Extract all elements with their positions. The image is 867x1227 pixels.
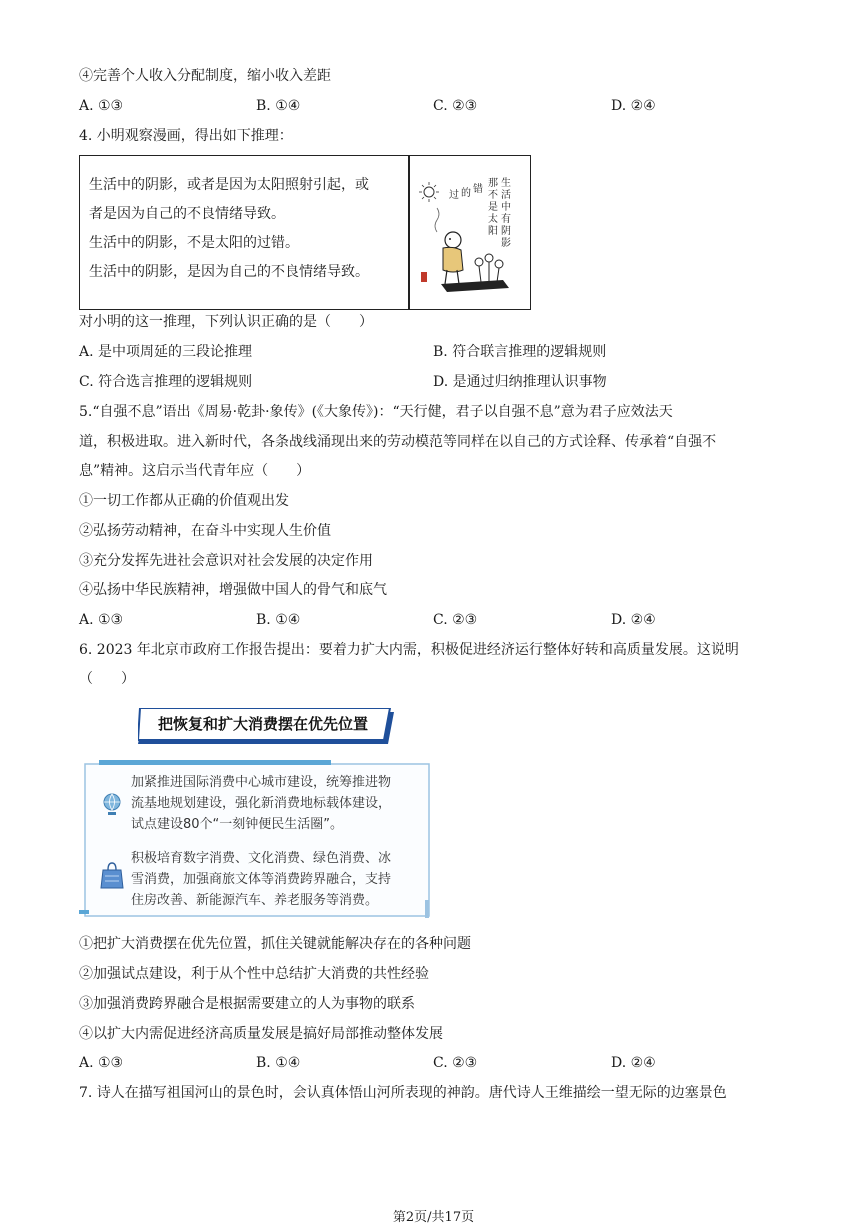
- q4-option-c[interactable]: C. 符合选言推理的逻辑规则: [79, 374, 253, 390]
- q6-banner: [138, 708, 396, 744]
- info-para2-line2: 雪消费，加强商旅文体等消费跨界融合，支持: [131, 872, 392, 887]
- q5-statement-4: ④弘扬中华民族精神，增强做中国人的骨气和底气: [79, 582, 387, 598]
- reasoning-line-4: 生活中的阴影，是因为自己的不良情绪导致。: [89, 264, 369, 280]
- q6-statement-2: ②加强试点建设，利于从个性中总结扩大消费的共性经验: [79, 966, 429, 982]
- q6-info-panel: [79, 760, 435, 920]
- cartoon-image: [413, 162, 525, 302]
- option-d[interactable]: D. ②④: [611, 98, 656, 114]
- q5-stem-line-2: 道，积极进取。进入新时代，各条战线涌现出来的劳动模范等同样在以自己的方式诠释、传承着“自强不: [79, 434, 717, 450]
- q5-option-d[interactable]: D. ②④: [611, 612, 656, 628]
- page-footer: 第2页/共17页: [392, 1210, 475, 1225]
- q6-option-d[interactable]: D. ②④: [611, 1055, 656, 1071]
- reasoning-line-1: 生活中的阴影，或者是因为太阳照射引起，或: [89, 177, 369, 193]
- q5-option-b[interactable]: B. ①④: [256, 612, 301, 628]
- svg-text:生活中有阴影 那不是太阳 的错过: 生活中有阴影 那不是太阳 的 错过: [449, 178, 511, 249]
- shopping-bag-icon: [99, 860, 125, 890]
- q5-option-a[interactable]: A. ①③: [79, 612, 124, 628]
- q6-stem-line-2: （ ）: [79, 671, 135, 687]
- q4-comic-table: [79, 155, 531, 310]
- table-divider: [408, 156, 410, 309]
- line-income: ④完善个人收入分配制度，缩小收入差距: [79, 68, 331, 84]
- reasoning-line-3: 生活中的阴影，不是太阳的过错。: [89, 235, 299, 251]
- q4-stem: 4. 小明观察漫画，得出如下推理：: [79, 128, 293, 144]
- q5-option-c[interactable]: C. ②③: [433, 612, 478, 628]
- info-para1-line3: 试点建设80个“一刻钟便民生活圈”。: [131, 817, 344, 832]
- reasoning-line-2: 者是因为自己的不良情绪导致。: [89, 206, 285, 222]
- info-para2-line1: 积极培育数字消费、文化消费、绿色消费、冰: [131, 851, 392, 866]
- q4-option-d[interactable]: D. 是通过归纳推理认识事物: [433, 374, 607, 390]
- q6-statement-3: ③加强消费跨界融合是根据需要建立的人为事物的联系: [79, 996, 415, 1012]
- q5-stem-line-1: 5.“自强不息”语出《周易·乾卦·象传》(《大象传》)：“天行健，君子以自强不息”意为君子应效法天: [79, 404, 673, 420]
- q5-statement-1: ①一切工作都从正确的价值观出发: [79, 493, 289, 509]
- info-para1-line1: 加紧推进国际消费中心城市建设，统筹推进物: [131, 775, 392, 790]
- q5-statement-3: ③充分发挥先进社会意识对社会发展的决定作用: [79, 553, 373, 569]
- q6-option-c[interactable]: C. ②③: [433, 1055, 478, 1071]
- banner-title: 把恢复和扩大消费摆在优先位置: [157, 715, 368, 733]
- q5-statement-2: ②弘扬劳动精神，在奋斗中实现人生价值: [79, 523, 331, 539]
- q7-stem-line-1: 7. 诗人在描写祖国河山的景色时，会认真体悟山河所表现的神韵。唐代诗人王维描绘一望无际的边塞景色: [79, 1085, 727, 1101]
- q5-stem-line-3: 息”精神。这启示当代青年应（ ）: [79, 463, 311, 479]
- q6-statement-1: ①把扩大消费摆在优先位置，抓住关键就能解决存在的各种问题: [79, 936, 471, 952]
- q6-option-a[interactable]: A. ①③: [79, 1055, 124, 1071]
- q6-option-b[interactable]: B. ①④: [256, 1055, 301, 1071]
- option-c[interactable]: C. ②③: [433, 98, 478, 114]
- q4-option-b[interactable]: B. 符合联言推理的逻辑规则: [433, 344, 607, 360]
- option-b[interactable]: B. ①④: [256, 98, 301, 114]
- option-a[interactable]: A. ①③: [79, 98, 124, 114]
- globe-icon: [101, 792, 123, 818]
- q6-stem-line-1: 6. 2023 年北京市政府工作报告提出：要着力扩大内需，积极促进经济运行整体好转和高质量发展。这说明: [79, 642, 739, 658]
- q6-statement-4: ④以扩大内需促进经济高质量发展是搞好局部推动整体发展: [79, 1026, 443, 1042]
- info-para1-line2: 流基地规划建设，强化新消费地标载体建设，: [131, 796, 392, 811]
- info-para2-line3: 住房改善、新能源汽车、养老服务等消费。: [131, 893, 379, 908]
- q4-option-a[interactable]: A. 是中项周延的三段论推理: [79, 344, 253, 360]
- q4-question: 对小明的这一推理，下列认识正确的是（ ）: [79, 314, 373, 330]
